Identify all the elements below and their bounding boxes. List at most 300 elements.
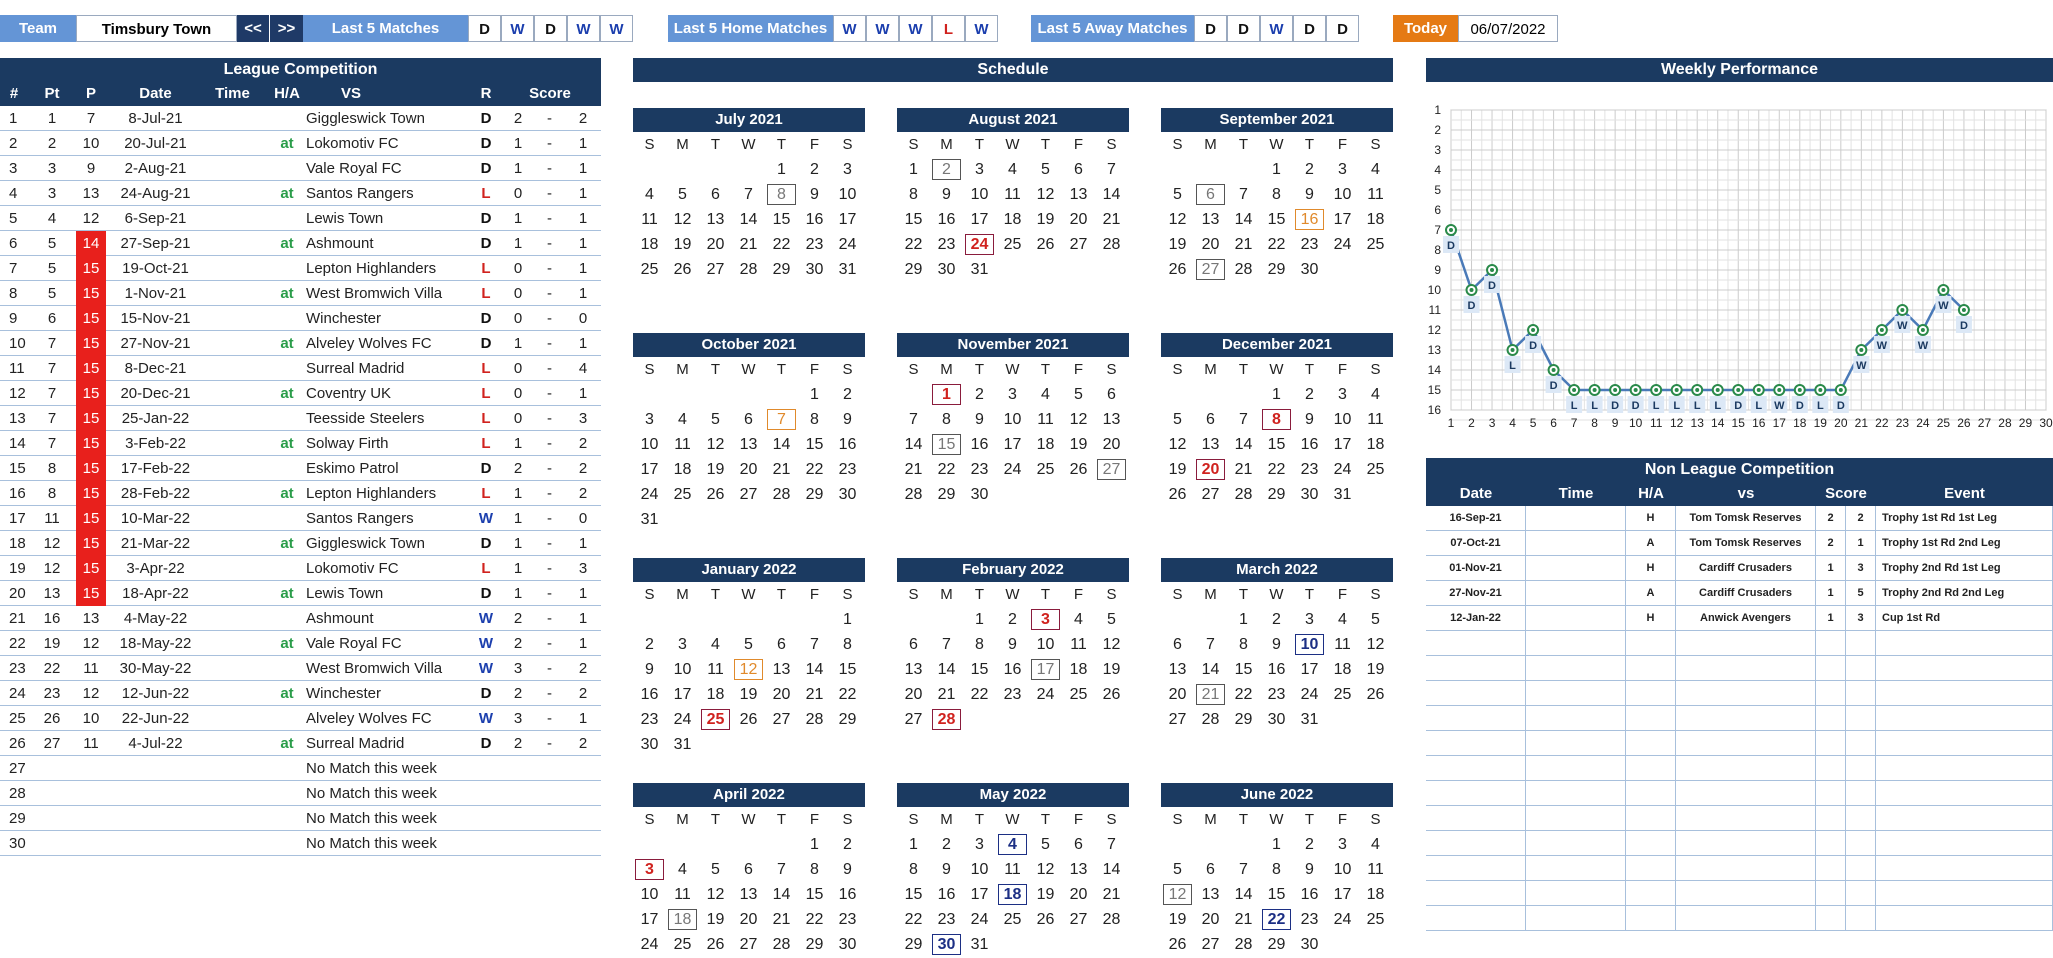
match-day[interactable]: 2 — [930, 157, 963, 182]
empty-cell — [930, 607, 963, 632]
nl-event: Trophy 1st Rd 1st Leg — [1876, 506, 2053, 531]
match-day[interactable]: 10 — [1293, 632, 1326, 657]
calendar-day: 26 — [706, 936, 725, 953]
calendar-day: 7 — [1206, 636, 1215, 653]
data-point-core — [1449, 228, 1453, 232]
calendar-day: 25 — [1003, 236, 1022, 253]
x-tick-label: 7 — [1570, 416, 1578, 430]
day-name: W — [1005, 586, 1020, 603]
prev-team-button[interactable]: << — [237, 15, 269, 42]
calendar-day: 14 — [1201, 661, 1220, 678]
calendar-day: 17 — [838, 211, 857, 228]
calendar-day: 12 — [1036, 861, 1055, 878]
calendar-day: 28 — [772, 936, 791, 953]
calendar-day: 6 — [1206, 411, 1215, 428]
calendar-day: 31 — [1300, 711, 1319, 728]
month-grid — [633, 132, 865, 282]
row-score-against: 1 — [578, 135, 588, 152]
calendar-day: 23 — [640, 711, 659, 728]
calendar-day: 22 — [937, 461, 956, 478]
calendar-day: 3 — [1338, 161, 1347, 178]
calendar-day: 16 — [1300, 886, 1319, 903]
calendar-day: 4 — [1371, 161, 1380, 178]
calendar-day: 7 — [1239, 186, 1248, 203]
match-day[interactable]: 12 — [732, 657, 765, 682]
data-point-core — [1777, 388, 1781, 392]
x-tick-label: 14 — [1711, 416, 1725, 430]
last5-label: Last 5 Matches — [303, 15, 468, 42]
calendar-day: 13 — [1201, 211, 1220, 228]
month-grid — [897, 582, 1129, 732]
calendar-day: 7 — [909, 411, 918, 428]
calendar-day: 10 — [838, 186, 857, 203]
calendar-day: 8 — [843, 636, 852, 653]
empty-cell — [1816, 656, 1846, 681]
calendar-day: 30 — [838, 486, 857, 503]
month-title: October 2021 — [633, 333, 865, 357]
row-score-for: 1 — [513, 535, 523, 552]
col-vs: VS — [340, 85, 361, 102]
empty-cell — [1876, 681, 2053, 706]
calendar-day: 17 — [1333, 211, 1352, 228]
calendar-day: 2 — [645, 636, 654, 653]
empty-cell — [1846, 781, 1876, 806]
match-day[interactable]: 3 — [633, 857, 666, 882]
nl-time — [1526, 531, 1626, 556]
day-name: F — [1073, 811, 1084, 828]
empty-cell — [699, 382, 732, 407]
row-number: 25 — [9, 710, 26, 727]
row-number: 22 — [9, 635, 26, 652]
month-grid — [897, 807, 1129, 957]
day-name: T — [776, 361, 787, 378]
row-date: 25-Jan-22 — [121, 410, 190, 427]
nl-event: Trophy 2nd Rd 2nd Leg — [1876, 581, 2053, 606]
calendar-day: 10 — [1036, 636, 1055, 653]
row-position: 13 — [82, 185, 100, 202]
calendar-day: 14 — [772, 886, 791, 903]
day-name: S — [644, 586, 655, 603]
row-position: 15 — [76, 456, 106, 481]
next-team-button[interactable]: >> — [270, 15, 303, 42]
table-row — [0, 656, 601, 681]
calendar-day: 26 — [706, 486, 725, 503]
day-name: W — [1269, 811, 1284, 828]
day-name: F — [1073, 586, 1084, 603]
nl-col-date: Date — [1459, 485, 1493, 502]
calendar-day: 31 — [673, 736, 692, 753]
calendar-day: 1 — [909, 836, 918, 853]
month-title: August 2021 — [897, 108, 1129, 132]
calendar-day: 4 — [711, 636, 720, 653]
empty-cell — [666, 382, 699, 407]
row-score-against: 2 — [578, 435, 588, 452]
row-score-against: 1 — [578, 635, 588, 652]
empty-cell — [1626, 656, 1676, 681]
calendar-day: 10 — [673, 661, 692, 678]
calendar-day: 15 — [970, 661, 989, 678]
nl-col-time: Time — [1558, 485, 1594, 502]
match-day[interactable]: 22 — [1260, 907, 1293, 932]
row-opponent: Teesside Steelers — [306, 410, 425, 427]
calendar-day: 13 — [739, 886, 758, 903]
data-label: L — [1755, 400, 1763, 412]
result-box: D — [1194, 15, 1227, 42]
row-score-for: 1 — [513, 585, 523, 602]
calendar-day: 31 — [640, 511, 659, 528]
row-date: 27-Nov-21 — [120, 335, 191, 352]
row-score-for: 1 — [513, 160, 523, 177]
row-score-for: 1 — [513, 485, 523, 502]
day-name: W — [741, 136, 756, 153]
data-label: W — [1917, 340, 1929, 352]
calendar-day: 16 — [838, 886, 857, 903]
calendar-day: 3 — [1338, 836, 1347, 853]
calendar-day: 17 — [640, 911, 659, 928]
data-point-core — [1818, 388, 1822, 392]
calendar-day: 3 — [1305, 611, 1314, 628]
nl-time — [1526, 556, 1626, 581]
row-number: 1 — [9, 110, 18, 127]
row-score-for: 1 — [513, 435, 523, 452]
row-result: D — [480, 110, 492, 127]
x-tick-label: 27 — [1977, 416, 1992, 430]
empty-cell — [633, 157, 666, 182]
row-ha: at — [280, 585, 294, 602]
calendar-day: 29 — [904, 936, 923, 953]
score-dash: - — [547, 260, 552, 277]
day-name: M — [676, 811, 689, 828]
match-day[interactable]: 17 — [1029, 657, 1062, 682]
row-score-for: 2 — [513, 110, 523, 127]
row-score-for: 1 — [513, 335, 523, 352]
day-name: M — [940, 136, 953, 153]
empty-cell — [1626, 806, 1676, 831]
calendar-day: 23 — [1300, 236, 1319, 253]
match-day[interactable]: 25 — [699, 707, 732, 732]
y-tick-label: 11 — [1428, 303, 1441, 317]
empty-cell — [1626, 881, 1676, 906]
row-number: 8 — [9, 285, 18, 302]
calendar-day: 8 — [810, 861, 819, 878]
nl-score-for: 2 — [1816, 506, 1846, 531]
nl-event: Trophy 2nd Rd 1st Leg — [1876, 556, 2053, 581]
calendar-day: 27 — [772, 711, 791, 728]
empty-cell — [1426, 756, 1526, 781]
month-calendar — [633, 783, 865, 957]
match-day[interactable]: 6 — [1194, 182, 1227, 207]
team-select[interactable]: Timsbury Town — [76, 15, 237, 42]
table-row — [0, 456, 601, 481]
empty-cell — [1227, 382, 1260, 407]
row-ha — [262, 356, 312, 381]
row-ha — [262, 206, 312, 231]
calendar-day: 12 — [1036, 186, 1055, 203]
row-score-for: 0 — [513, 260, 523, 277]
row-opponent: Santos Rangers — [306, 185, 414, 202]
calendar-day: 18 — [1366, 211, 1385, 228]
match-day[interactable]: 16 — [1293, 207, 1326, 232]
day-name: F — [809, 136, 820, 153]
match-day[interactable]: 8 — [765, 182, 798, 207]
calendar-day: 4 — [678, 411, 687, 428]
day-name: T — [1238, 811, 1249, 828]
match-day[interactable]: 8 — [1260, 407, 1293, 432]
row-date: 2-Aug-21 — [124, 160, 187, 177]
row-date: 4-Jul-22 — [128, 735, 183, 752]
col-points: Pt — [44, 85, 60, 102]
match-day[interactable]: 20 — [1194, 457, 1227, 482]
col-score: Score — [529, 85, 571, 102]
calendar-day: 30 — [970, 486, 989, 503]
calendar-day: 26 — [1102, 686, 1121, 703]
calendar-day: 17 — [970, 211, 989, 228]
y-tick-label: 6 — [1434, 203, 1441, 217]
empty-cell — [1526, 856, 1626, 881]
calendar-day: 11 — [1334, 636, 1351, 653]
col-ha: H/A — [274, 85, 300, 102]
calendar-day: 3 — [645, 411, 654, 428]
match-day[interactable]: 12 — [1161, 882, 1194, 907]
row-score-against: 1 — [578, 285, 588, 302]
row-result: W — [478, 635, 494, 652]
row-result: D — [480, 310, 492, 327]
calendar-day: 10 — [1333, 411, 1352, 428]
calendar-day: 16 — [640, 686, 659, 703]
nl-col-score: Score — [1825, 485, 1867, 502]
calendar-day: 1 — [1272, 161, 1281, 178]
result-box: W — [866, 15, 899, 42]
month-title: February 2022 — [897, 558, 1129, 582]
calendar-day: 27 — [1069, 236, 1088, 253]
calendar-day: 19 — [1102, 661, 1121, 678]
calendar-day: 13 — [1201, 436, 1220, 453]
calendar-day: 25 — [640, 261, 659, 278]
calendar-day: 28 — [1201, 711, 1220, 728]
match-day[interactable]: 18 — [996, 882, 1029, 907]
row-score-for: 0 — [513, 385, 523, 402]
today-label: Today — [1393, 15, 1458, 42]
match-day[interactable]: 27 — [1095, 457, 1128, 482]
calendar-day: 16 — [937, 211, 956, 228]
match-day[interactable]: 24 — [963, 232, 996, 257]
calendar-day: 1 — [909, 161, 918, 178]
calendar-day: 27 — [739, 936, 758, 953]
calendar-day: 24 — [1036, 686, 1055, 703]
calendar-day: 15 — [904, 886, 923, 903]
empty-cell — [1626, 706, 1676, 731]
calendar-day: 29 — [805, 936, 824, 953]
calendar-day: 20 — [1069, 211, 1088, 228]
day-name: T — [776, 811, 787, 828]
day-name: W — [741, 361, 756, 378]
match-day[interactable]: 27 — [1194, 257, 1227, 282]
day-name: T — [974, 136, 985, 153]
row-points: 5 — [47, 285, 57, 302]
row-ha — [262, 706, 312, 731]
row-position: 15 — [76, 306, 106, 331]
row-position: 15 — [76, 531, 106, 556]
row-score-against: 2 — [578, 735, 588, 752]
month-title: March 2022 — [1161, 558, 1393, 582]
row-ha: at — [280, 685, 294, 702]
day-name: T — [974, 586, 985, 603]
row-ha — [262, 456, 312, 481]
result-box: W — [899, 15, 932, 42]
data-point-core — [1470, 288, 1474, 292]
calendar-day: 30 — [1300, 936, 1319, 953]
match-day[interactable]: 21 — [1194, 682, 1227, 707]
match-day[interactable]: 28 — [930, 707, 963, 732]
match-day[interactable]: 3 — [1029, 607, 1062, 632]
calendar-day: 25 — [1069, 686, 1088, 703]
row-position: 11 — [83, 735, 99, 752]
table-row — [0, 131, 601, 156]
match-day[interactable]: 15 — [930, 432, 963, 457]
calendar-day: 8 — [909, 186, 918, 203]
calendar-day: 28 — [1102, 236, 1121, 253]
row-ha — [262, 156, 312, 181]
calendar-day: 1 — [975, 611, 984, 628]
calendar-day: 18 — [1333, 661, 1352, 678]
calendar-day: 8 — [1272, 861, 1281, 878]
row-result: D — [480, 235, 492, 252]
calendar-day: 16 — [838, 436, 857, 453]
calendar-day: 7 — [777, 861, 786, 878]
empty-cell — [1626, 781, 1676, 806]
empty-cell — [1846, 906, 1876, 931]
row-score-for: 1 — [513, 510, 523, 527]
calendar-day: 21 — [1234, 236, 1253, 253]
calendar-day: 8 — [1272, 186, 1281, 203]
match-day[interactable]: 7 — [765, 407, 798, 432]
day-name: S — [842, 811, 853, 828]
calendar-day: 28 — [1102, 911, 1121, 928]
match-day[interactable]: 30 — [930, 932, 963, 957]
calendar-day: 17 — [673, 686, 692, 703]
table-row — [0, 506, 601, 531]
calendar-day: 6 — [777, 636, 786, 653]
table-row — [0, 781, 601, 806]
calendar-day: 18 — [706, 686, 725, 703]
nl-opponent: Tom Tomsk Reserves — [1676, 506, 1816, 531]
row-ha: at — [280, 285, 294, 302]
table-row — [0, 681, 601, 706]
calendar-day: 16 — [1267, 661, 1286, 678]
row-score-for: 1 — [513, 235, 523, 252]
nl-ha: A — [1626, 581, 1676, 606]
calendar-day: 16 — [1003, 661, 1022, 678]
nl-opponent: Cardiff Crusaders — [1676, 581, 1816, 606]
row-points: 16 — [43, 610, 61, 627]
match-day[interactable]: 4 — [996, 832, 1029, 857]
empty-cell — [1626, 756, 1676, 781]
nl-col-vs: vs — [1737, 485, 1755, 502]
empty-cell — [1876, 906, 2053, 931]
data-point-core — [1716, 388, 1720, 392]
y-tick-label: 12 — [1427, 323, 1441, 337]
data-point-core — [1613, 388, 1617, 392]
calendar-day: 21 — [739, 236, 758, 253]
row-date: 24-Aug-21 — [120, 185, 191, 202]
schedule-title: Schedule — [633, 58, 1393, 82]
calendar-day: 23 — [937, 236, 956, 253]
day-name: T — [1238, 586, 1249, 603]
x-tick-label: 5 — [1529, 416, 1537, 430]
calendar-day: 11 — [1367, 186, 1384, 203]
row-opponent: Eskimo Patrol — [306, 460, 399, 477]
calendar-day: 5 — [1074, 386, 1083, 403]
calendar-day: 24 — [1333, 461, 1352, 478]
calendar-day: 26 — [1168, 936, 1187, 953]
calendar-day: 18 — [1003, 211, 1022, 228]
non-league-table — [1426, 482, 2053, 931]
calendar-day: 21 — [1102, 886, 1121, 903]
calendar-day: 17 — [640, 461, 659, 478]
month-calendar — [897, 108, 1129, 282]
empty-cell — [1876, 856, 2053, 881]
empty-cell — [1526, 781, 1626, 806]
calendar-day: 5 — [1371, 611, 1380, 628]
calendar-day: 29 — [1234, 711, 1253, 728]
calendar-day: 5 — [1173, 186, 1182, 203]
table-row — [0, 331, 601, 356]
row-result: D — [480, 160, 492, 177]
calendar-day: 23 — [1300, 461, 1319, 478]
result-box: L — [932, 15, 965, 42]
row-score-against: 1 — [578, 185, 588, 202]
calendar-day: 11 — [707, 661, 724, 678]
row-opponent: Lepton Highlanders — [306, 485, 437, 502]
row-ha — [262, 256, 312, 281]
score-dash: - — [547, 135, 552, 152]
weekly-performance-title: Weekly Performance — [1426, 58, 2053, 82]
table-row — [0, 806, 601, 831]
calendar-day: 30 — [1300, 261, 1319, 278]
row-points: 12 — [43, 560, 61, 577]
calendar-day: 30 — [838, 936, 857, 953]
calendar-day: 9 — [843, 411, 852, 428]
calendar-day: 25 — [673, 486, 692, 503]
data-label: W — [1876, 340, 1888, 352]
match-day[interactable]: 1 — [930, 382, 963, 407]
row-score-against: 1 — [578, 260, 588, 277]
calendar-day: 20 — [772, 686, 791, 703]
nl-date: 12-Jan-22 — [1426, 606, 1526, 631]
row-number: 20 — [9, 585, 26, 602]
row-score-against: 3 — [578, 410, 588, 427]
calendar-day: 17 — [1300, 661, 1319, 678]
calendar-day: 19 — [739, 686, 758, 703]
empty-cell — [732, 832, 765, 857]
y-tick-label: 5 — [1434, 183, 1441, 197]
calendar-day: 21 — [1234, 461, 1253, 478]
calendar-day: 10 — [1333, 186, 1352, 203]
nl-time — [1526, 506, 1626, 531]
day-name: T — [776, 586, 787, 603]
row-ha: at — [280, 235, 294, 252]
calendar-day: 22 — [805, 461, 824, 478]
table-row — [0, 431, 601, 456]
col-time: Time — [215, 85, 250, 102]
row-date: 19-Oct-21 — [122, 260, 189, 277]
calendar-day: 7 — [1107, 161, 1116, 178]
match-day[interactable]: 18 — [666, 907, 699, 932]
calendar-day: 23 — [970, 461, 989, 478]
row-score-against: 3 — [578, 560, 588, 577]
empty-cell — [1816, 831, 1846, 856]
row-opponent: West Bromwich Villa — [306, 660, 443, 677]
